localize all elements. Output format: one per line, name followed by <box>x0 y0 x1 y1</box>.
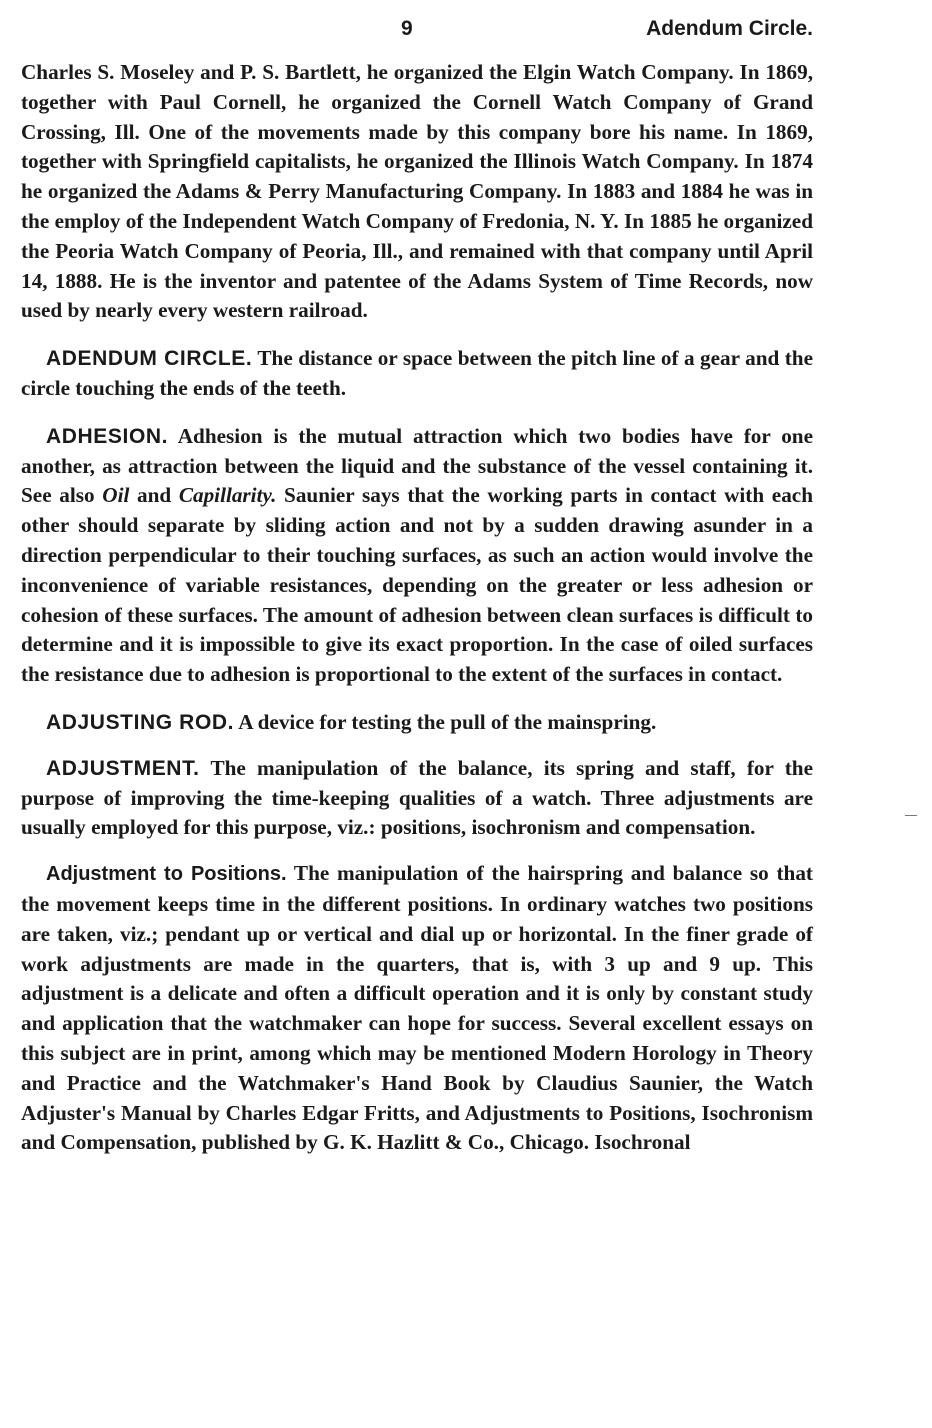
entry-text: Adhesion is the mutual attraction which two bodies have for one another, as attraction between the liquid and the substance of the vessel containing it. See also <box>21 423 813 508</box>
entry-adjustment-to-positions <box>21 859 813 1158</box>
entry-term: ADJUSTING ROD. <box>46 710 235 734</box>
entry-term: ADENDUM CIRCLE. <box>46 347 253 371</box>
entry-term: ADHESION. <box>46 424 169 448</box>
running-header <box>21 0 813 58</box>
entry-term: ADJUSTMENT. <box>46 756 200 780</box>
continuation-paragraph <box>21 58 813 326</box>
running-title: Adendum Circle. <box>646 17 813 40</box>
entry-text: The distance or space between the pitch line of a gear and the circle touching the ends of the teeth. <box>21 346 813 400</box>
continuation-text: Charles S. Moseley and P. S. Bartlett, he organized the Elgin Watch Company. In 1869, together with Paul Cornell, he organized the Cornell Watch Company of Grand Crossing, Ill. One of the movements made by this company bore his name. In 1869, together with Springfield capitalists, he organized the Illinois Watch Company. In 1874 he organized the Adams & Perry Manufacturing Company. In 1883 and 1884 he was in the employ of the Independent Watch Company of Fredonia, N. Y. In 1885 he organized the Peoria Watch Company of Peoria, Ill., and remained with that company until April 14, 1888. He is the inventor and patentee of the Adams System of Time Records, now used by nearly every western railroad. <box>21 60 813 323</box>
entry-text: Saunier says that the working parts in contact with each other should separate by sliding action and not by a sudden drawing asunder in a direction perpendicular to their touching surfaces, as such an action would involve the inconvenience of variable resistances, depending on the greater or less adhesion or cohesion of these surfaces. The amount of adhesion between clean surfaces is difficult to determine and it is impossible to give its exact proportion. In the case of oiled surfaces the resistance due to adhesion is proportional to the extent of the surfaces in contact. <box>21 483 813 687</box>
cross-reference-oil: Oil <box>102 483 130 508</box>
entry-adjustment <box>21 754 813 843</box>
entry-adendum-circle <box>21 344 813 404</box>
margin-mark <box>905 815 917 816</box>
entry-term: Adjustment to Positions. <box>46 863 287 886</box>
entry-adjusting-rod <box>21 708 813 738</box>
entry-text: and <box>129 483 179 508</box>
page-number: 9 <box>401 17 413 40</box>
book-page <box>21 0 813 1158</box>
entry-adhesion <box>21 422 813 690</box>
entry-text: A device for testing the pull of the mainspring. <box>234 709 657 734</box>
entry-text: The manipulation of the balance, its spring and staff, for the purpose of improving the time-keeping qualities of a watch. Three adjustments are usually employed for this purpose, viz.: positions, isochronism and compensation. <box>21 755 813 840</box>
cross-reference-capillarity: Capillarity. <box>178 483 277 508</box>
entry-text: The manipulation of the hairspring and balance so that the movement keeps time in the different positions. In ordinary watches two positions are taken, viz.; pendant up or vertical and dial up or horizontal. In the finer grade of work adjustments are made in the quarters, that is, with 3 up and 9 up. This adjustment is a delicate and often a difficult operation and it is only by constant study and application that the watchmaker can hope for success. Several excellent essays on this subject are in print, among which may be mentioned Modern Horology in Theory and Practice and the Watchmaker's Hand Book by Claudius Saunier, the Watch Adjuster's Manual by Charles Edgar Fritts, and Adjustments to Positions, Isochronism and Compensation, published by G. K. Hazlitt & Co., Chicago. Isochronal <box>21 861 813 1155</box>
